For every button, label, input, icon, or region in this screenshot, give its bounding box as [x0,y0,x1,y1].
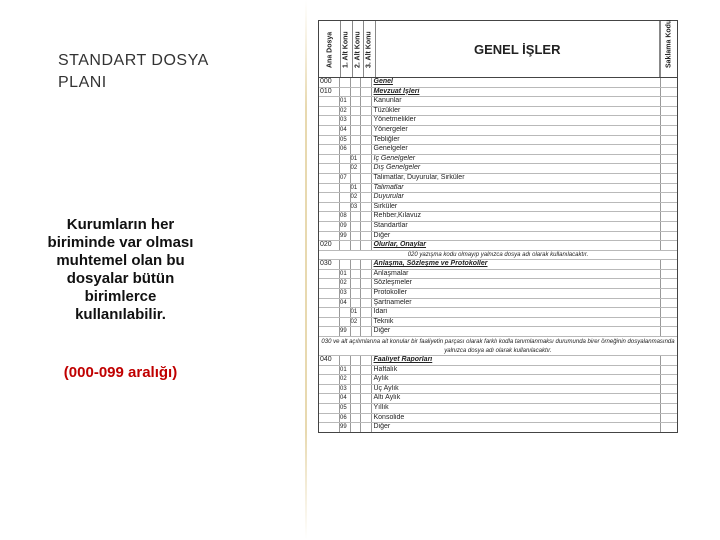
header-saklama-kodu: Saklama Kodu [660,21,677,77]
row-label: Genelgeler [372,145,662,154]
row-label: Talimatlar [372,184,662,193]
saklama-cell [661,126,677,135]
code-alt-1: 07 [340,174,351,183]
code-ana: 040 [319,356,340,365]
title-line-1: STANDART DOSYA [58,52,209,69]
code-ana [319,394,340,403]
code-alt-1: 06 [340,145,351,154]
code-alt-2 [351,174,362,183]
table-row [319,97,677,107]
table-row [319,145,677,155]
code-alt-3 [361,366,372,375]
row-label: Protokoller [372,289,662,298]
table-row [319,404,677,414]
row-label: Üç Aylık [372,385,662,394]
row-label: Rehber,Kılavuz [372,212,662,221]
row-label: Standartlar [372,222,662,231]
code-alt-1: 03 [340,385,351,394]
table-row [319,116,677,126]
row-label: Mevzuat İşleri [372,88,662,97]
row-label: Aylık [372,375,662,384]
saklama-cell [661,289,677,298]
code-alt-3 [361,78,372,87]
row-label: Dış Genelgeler [372,164,662,173]
code-alt-3 [361,88,372,97]
code-ana [319,193,340,202]
table-row [319,164,677,174]
table-body [319,78,677,432]
saklama-cell [661,107,677,116]
title-line-2: PLANI [58,74,107,91]
code-ana [319,289,340,298]
code-alt-1 [340,193,351,202]
code-ana [319,327,340,336]
code-alt-2 [351,404,362,413]
table-row [319,414,677,424]
code-ana [319,366,340,375]
code-alt-3 [361,155,372,164]
saklama-cell [661,184,677,193]
file-plan-table [318,20,678,433]
code-alt-2 [351,78,362,87]
code-alt-3 [361,394,372,403]
code-ana: 020 [319,241,340,250]
code-alt-2 [351,97,362,106]
code-ana: 010 [319,88,340,97]
code-alt-1: 99 [340,232,351,241]
code-alt-1: 09 [340,222,351,231]
table-row [319,222,677,232]
saklama-cell [661,155,677,164]
code-alt-2: 02 [351,164,362,173]
code-alt-3 [361,308,372,317]
decorative-divider [305,0,307,540]
saklama-cell [661,356,677,365]
code-alt-1: 04 [340,394,351,403]
code-ana [319,385,340,394]
code-ana [319,270,340,279]
saklama-cell [661,232,677,241]
row-label: Altı Aylık [372,394,662,403]
table-row [319,299,677,309]
code-alt-3 [361,385,372,394]
code-alt-1: 06 [340,414,351,423]
code-alt-2 [351,270,362,279]
body-text: Kurumların her biriminde var olması muhtemel olan bu dosyalar bütün birimlerce kullanılabilir. [47,216,194,323]
header-alt-konu-2: 2. Alt Konu [353,21,365,77]
code-alt-3 [361,260,372,269]
row-label: Diğer [372,327,662,336]
code-alt-1: 02 [340,279,351,288]
table-row [319,203,677,213]
header-title: GENEL İŞLER [376,21,661,77]
row-label: Konsolide [372,414,662,423]
code-ana: 030 [319,260,340,269]
code-alt-2 [351,394,362,403]
table-row [319,289,677,299]
code-alt-3 [361,414,372,423]
code-alt-1: 08 [340,212,351,221]
table-row [319,337,677,356]
code-alt-3 [361,126,372,135]
table-row [319,136,677,146]
table-row [319,385,677,395]
table-row [319,394,677,404]
saklama-cell [661,318,677,327]
table-row [319,327,677,337]
code-alt-2 [351,126,362,135]
table-note: 020 yazışma kodu olmayıp yalnızca dosya adı olarak kullanılacaktır. [407,251,589,258]
row-label: İç Genelgeler [372,155,662,164]
code-ana [319,279,340,288]
code-alt-3 [361,222,372,231]
code-ana [319,136,340,145]
code-alt-3 [361,299,372,308]
saklama-cell [661,279,677,288]
code-ana [319,375,340,384]
code-ana [319,232,340,241]
code-alt-3 [361,327,372,336]
saklama-cell [661,270,677,279]
table-row [319,241,677,251]
table-row [319,279,677,289]
table-row [319,366,677,376]
table-row [319,260,677,270]
row-label: Diğer [372,423,662,432]
code-alt-1 [340,308,351,317]
table-row [319,375,677,385]
header-ana-dosya: Ana Dosya [319,21,341,77]
code-ana [319,318,340,327]
table-row [319,232,677,242]
code-alt-2: 02 [351,193,362,202]
code-alt-2 [351,289,362,298]
code-alt-1: 01 [340,270,351,279]
row-label: Genel [372,78,662,87]
code-alt-2 [351,212,362,221]
row-label: Talimatlar, Duyurular, Sirküler [372,174,662,183]
row-label: Tüzükler [372,107,662,116]
code-alt-1 [340,318,351,327]
row-label: Faaliyet Raporları [372,356,662,365]
code-alt-1: 05 [340,404,351,413]
row-label: Haftalık [372,366,662,375]
code-ana [319,116,340,125]
row-label: Anlaşmalar [372,270,662,279]
code-alt-1 [340,78,351,87]
code-alt-2 [351,107,362,116]
row-label: Teknik [372,318,662,327]
saklama-cell [661,193,677,202]
code-alt-1: 04 [340,126,351,135]
code-ana [319,423,340,432]
code-ana [319,97,340,106]
code-alt-2 [351,423,362,432]
code-alt-1 [340,88,351,97]
row-label: Anlaşma, Sözleşme ve Protokoller [372,260,662,269]
code-alt-2: 01 [351,184,362,193]
code-alt-2: 02 [351,318,362,327]
range-text: (000-099 aralığı) [63,364,178,381]
code-ana [319,203,340,212]
code-alt-2 [351,356,362,365]
code-ana [319,404,340,413]
saklama-cell [661,136,677,145]
code-alt-2 [351,385,362,394]
saklama-cell [661,241,677,250]
saklama-cell [661,222,677,231]
saklama-cell [661,78,677,87]
code-alt-3 [361,116,372,125]
code-alt-3 [361,136,372,145]
table-row [319,356,677,366]
header-alt-konu-1: 1. Alt Konu [341,21,353,77]
code-alt-2 [351,222,362,231]
saklama-cell [661,375,677,384]
code-alt-1: 02 [340,107,351,116]
code-alt-2: 01 [351,308,362,317]
code-ana [319,184,340,193]
code-alt-2 [351,327,362,336]
code-alt-1: 04 [340,299,351,308]
saklama-cell [661,212,677,221]
code-alt-2 [351,145,362,154]
code-alt-2: 01 [351,155,362,164]
saklama-cell [661,299,677,308]
code-alt-1 [340,356,351,365]
code-alt-3 [361,164,372,173]
row-label: Kanunlar [372,97,662,106]
code-alt-2 [351,414,362,423]
code-alt-1: 03 [340,116,351,125]
code-alt-3 [361,404,372,413]
code-alt-1: 99 [340,423,351,432]
table-row [319,155,677,165]
saklama-cell [661,164,677,173]
code-alt-1 [340,155,351,164]
code-alt-2: 03 [351,203,362,212]
code-ana: 000 [319,78,340,87]
code-alt-2 [351,241,362,250]
code-ana [319,155,340,164]
table-row [319,318,677,328]
row-label: İdari [372,308,662,317]
code-alt-3 [361,356,372,365]
code-alt-3 [361,279,372,288]
code-alt-3 [361,212,372,221]
code-alt-1 [340,164,351,173]
code-alt-3 [361,203,372,212]
table-row [319,107,677,117]
code-alt-3 [361,107,372,116]
code-alt-3 [361,145,372,154]
code-alt-2 [351,116,362,125]
row-label: Duyurular [372,193,662,202]
code-ana [319,222,340,231]
code-alt-1: 99 [340,327,351,336]
code-alt-1 [340,203,351,212]
code-alt-2 [351,299,362,308]
code-ana [319,145,340,154]
code-alt-3 [361,375,372,384]
code-alt-1 [340,241,351,250]
row-label: Diğer [372,232,662,241]
code-alt-1 [340,184,351,193]
code-ana [319,107,340,116]
code-alt-3 [361,193,372,202]
code-alt-1: 01 [340,97,351,106]
code-alt-1 [340,260,351,269]
code-alt-3 [361,97,372,106]
code-alt-3 [361,289,372,298]
code-ana [319,308,340,317]
code-alt-1: 03 [340,289,351,298]
code-alt-3 [361,184,372,193]
row-label: Sözleşmeler [372,279,662,288]
row-label: Sirküler [372,203,662,212]
code-ana [319,126,340,135]
code-alt-3 [361,270,372,279]
code-alt-3 [361,174,372,183]
table-row [319,126,677,136]
row-label: Olurlar, Onaylar [372,241,662,250]
table-row [319,193,677,203]
table-note: 030 ve alt açılımlarına ait konular bir faaliyetin parçası olarak farklı kodla tanımlanmaksı durumunda birer örneğinin dosyalanmasında yalnızca dosya adı olarak kullanılacaktır. [321,339,675,354]
saklama-cell [661,260,677,269]
slide-title [58,50,278,94]
code-alt-3 [361,241,372,250]
header-alt-konu-3: 3. Alt Konu [364,21,376,77]
code-alt-1: 05 [340,136,351,145]
code-alt-2 [351,279,362,288]
saklama-cell [661,366,677,375]
saklama-cell [661,116,677,125]
saklama-cell [661,308,677,317]
row-label: Yönergeler [372,126,662,135]
saklama-cell [661,385,677,394]
row-label: Tebliğler [372,136,662,145]
code-alt-2 [351,260,362,269]
saklama-cell [661,394,677,403]
code-ana [319,212,340,221]
table-row [319,184,677,194]
table-row [319,270,677,280]
code-ana [319,164,340,173]
saklama-cell [661,327,677,336]
saklama-cell [661,203,677,212]
code-alt-3 [361,423,372,432]
code-alt-3 [361,232,372,241]
saklama-cell [661,404,677,413]
saklama-cell [661,97,677,106]
code-ana [319,299,340,308]
saklama-cell [661,414,677,423]
code-alt-3 [361,318,372,327]
code-alt-1: 01 [340,366,351,375]
row-label: Yıllık [372,404,662,413]
saklama-cell [661,145,677,154]
row-label: Yönetmelikler [372,116,662,125]
table-row [319,78,677,88]
table-row [319,308,677,318]
table-row [319,423,677,432]
code-alt-2 [351,136,362,145]
code-ana [319,174,340,183]
code-alt-2 [351,366,362,375]
saklama-cell [661,88,677,97]
saklama-cell [661,423,677,432]
table-row [319,88,677,98]
code-alt-1: 02 [340,375,351,384]
code-alt-2 [351,88,362,97]
code-alt-2 [351,375,362,384]
code-ana [319,414,340,423]
table-row [319,212,677,222]
table-row [319,251,677,261]
table-row [319,174,677,184]
code-alt-2 [351,232,362,241]
table-header [319,21,677,78]
row-label: Şartnameler [372,299,662,308]
saklama-cell [661,174,677,183]
